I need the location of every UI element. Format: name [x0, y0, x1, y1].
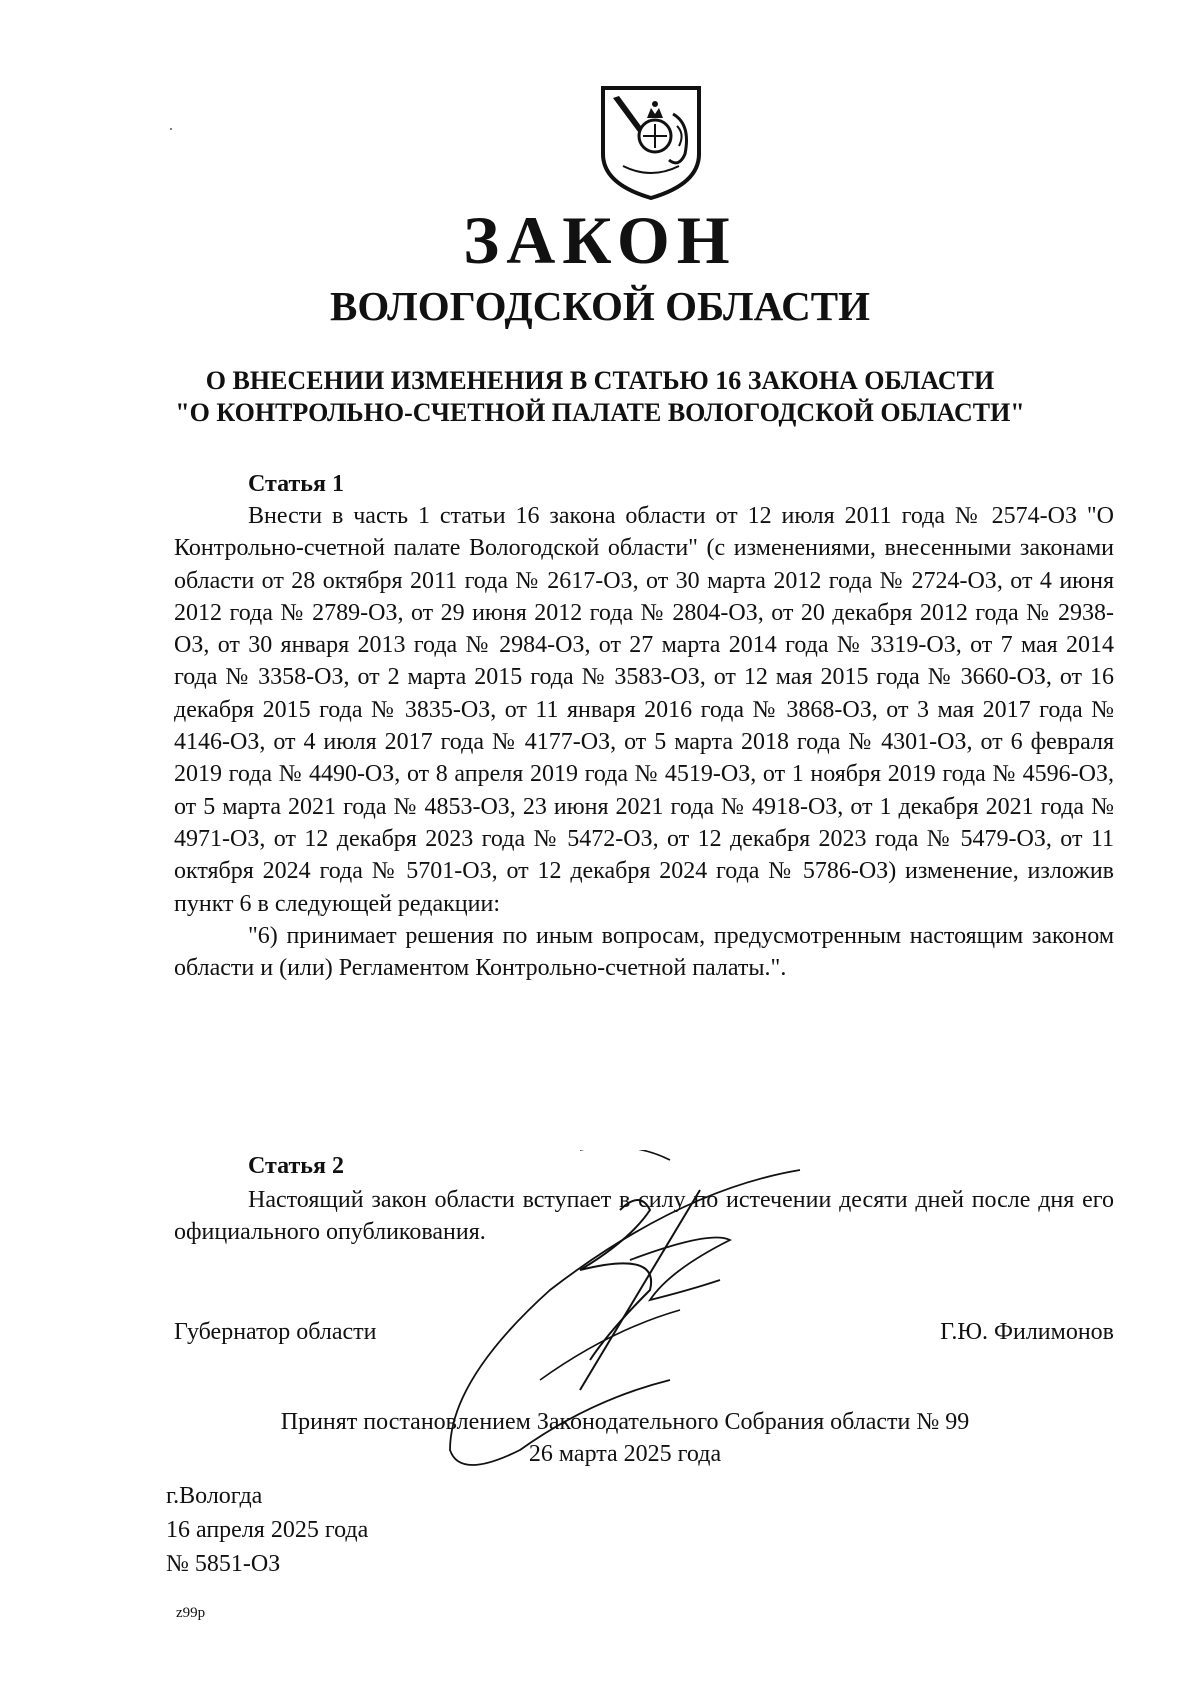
subject-line-1: О ВНЕСЕНИИ ИЗМЕНЕНИЯ В СТАТЬЮ 16 ЗАКОНА ОБЛАСТИ — [205, 366, 995, 395]
article-1-heading: Статья 1 — [248, 471, 344, 497]
vologda-coat-of-arms-icon — [599, 84, 703, 200]
document-code: z99p — [176, 1605, 206, 1621]
article-1-paragraph-2: "6) принимает решения по иным вопросам, предусмотренным настоящим законом области и (или) Регламентом Контрольно-счетной палаты.". — [174, 922, 1114, 982]
adoption-note: Принят постановлением Законодательного Собрания области № 99 — [280, 1409, 970, 1435]
scan-speck — [170, 128, 172, 130]
signatory-title: Губернатор области — [174, 1319, 377, 1345]
article-2-body — [174, 1184, 1114, 1249]
article-1-body — [174, 500, 1114, 984]
place-of-signing: г.Вологда — [166, 1483, 263, 1509]
law-date: 16 апреля 2025 года — [166, 1517, 369, 1543]
document-subject — [0, 365, 1200, 429]
article-2-paragraph-1: Настоящий закон области вступает в силу по истечении десяти дней после дня его официального опубликования. — [174, 1187, 1114, 1246]
subject-line-2: "О КОНТРОЛЬНО-СЧЕТНОЙ ПАЛАТЕ ВОЛОГОДСКОЙ ОБЛАСТИ" — [175, 398, 1025, 427]
document-region: ВОЛОГОДСКОЙ ОБЛАСТИ — [329, 283, 871, 329]
signatory-name: Г.Ю. Филимонов — [940, 1319, 1114, 1345]
article-1-paragraph-1: Внести в часть 1 статьи 16 закона области от 12 июля 2011 года № 2574-ОЗ "О Контрольно-счетной палате Вологодской области" (с изменениями, внесенными законами области от 28 октября 2011 года № 2617-ОЗ, от 30 марта 2012 года № 2724-ОЗ, от 4 июня 2012 года № 2789-ОЗ, от 29 июня 2012 года № 2804-ОЗ, от 20 декабря 2012 года № 2938-ОЗ, от 30 января 2013 года № 2984-ОЗ, от 27 марта 2014 года № 3319-ОЗ, от 7 мая 2014 года № 3358-ОЗ, от 2 марта 2015 года № 3583-ОЗ, от 12 мая 2015 года № 3660-ОЗ, от 16 декабря 2015 года № 3835-ОЗ, от 11 января 2016 года № 3868-ОЗ, от 3 мая 2017 года № 4146-ОЗ, от 4 июля 2017 года № 4177-ОЗ, от 5 марта 2018 года № 4301-ОЗ, от 6 февраля 2019 года № 4490-ОЗ, от 8 апреля 2019 года № 4519-ОЗ, от 1 ноября 2019 года № 4596-ОЗ, от 5 марта 2021 года № 4853-ОЗ, 23 июня 2021 года № 4918-ОЗ, от 1 декабря 2021 года № 4971-ОЗ, от 12 декабря 2023 года № 5472-ОЗ, от 12 декабря 2023 года № 5479-ОЗ, от 11 октября 2024 года № 5701-ОЗ, от 12 декабря 2024 года № 5786-ОЗ) изменение, изложив пункт 6 в следующей редакции: — [174, 503, 1114, 917]
adoption-date: 26 марта 2025 года — [528, 1441, 722, 1467]
law-number: № 5851-ОЗ — [166, 1551, 281, 1577]
article-2-heading: Статья 2 — [248, 1153, 344, 1179]
document-title: ЗАКОН — [463, 202, 737, 278]
